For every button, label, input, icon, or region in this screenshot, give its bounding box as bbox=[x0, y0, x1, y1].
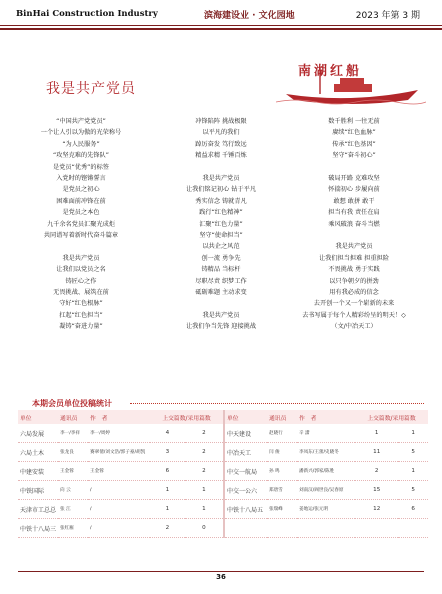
poem-line: 去开创一个又一个崭新的未来 bbox=[313, 300, 395, 308]
poem-line: 无畏挑战、展筑在前 bbox=[53, 289, 109, 297]
poem-line: 让我们以党员之名 bbox=[56, 266, 106, 274]
empty-cell bbox=[297, 519, 355, 538]
poem-stanza-gap bbox=[20, 241, 142, 252]
unit-name: 中天建设 bbox=[224, 424, 267, 443]
poem-stanza-gap bbox=[160, 298, 282, 309]
author-names: 潘新兴/郭家/陈胜 bbox=[297, 462, 355, 481]
author-names: / bbox=[88, 519, 150, 538]
poem-line: 秀实信念 铸就青凡 bbox=[195, 197, 247, 205]
author-names: 赛翠倩/刘文浩/郭子豪/胡凯 bbox=[88, 443, 150, 462]
used-count: 5 bbox=[398, 443, 428, 462]
poem-line: 共同谱写着新时代奋斗篇章 bbox=[43, 232, 119, 240]
issue-number: 2023 年第 3 期 bbox=[355, 11, 420, 21]
poem-line: 破局开路 克难攻坚 bbox=[328, 175, 380, 183]
contact-name: 张龙良 bbox=[58, 443, 88, 462]
author-names: 李一/周婷 bbox=[88, 424, 150, 443]
used-count: 1 bbox=[398, 462, 428, 481]
submitted-count: 11 bbox=[355, 443, 398, 462]
unit-name: 中铁十八局三 bbox=[18, 519, 58, 538]
empty-cell bbox=[398, 519, 428, 538]
poem-line: 砥砺难题 主动求变 bbox=[195, 289, 247, 297]
unit-name: 中建安装 bbox=[18, 462, 58, 481]
poem-line: 一个让人引以为傲的光荣称号 bbox=[40, 129, 122, 137]
poem-line: 我是共产党员 bbox=[335, 243, 373, 251]
table-row bbox=[18, 519, 428, 538]
contribution-table bbox=[18, 410, 428, 538]
poem-line: 困难面前冲锋在前 bbox=[56, 197, 106, 205]
poem-line: 九千余名党员汇聚光成炬 bbox=[46, 220, 116, 228]
submitted-count: 3 bbox=[150, 443, 185, 462]
used-count: 5 bbox=[398, 481, 428, 500]
poem-line: 怀揣初心 步履向前 bbox=[328, 186, 380, 194]
poem-line: 是党员之初心 bbox=[62, 186, 100, 194]
used-count: 6 bbox=[398, 500, 428, 519]
banner-title: 南湖红船 bbox=[298, 64, 363, 79]
poem-line: 尽职尽责 织梦工作 bbox=[195, 277, 247, 285]
poem-line: “为人民服务” bbox=[62, 140, 100, 148]
poem-line: 不畏挑战 勇于实践 bbox=[328, 266, 380, 274]
poem-line: 践行“红色精神” bbox=[199, 209, 243, 217]
poem-line: 是党员之本色 bbox=[62, 209, 100, 217]
poem-line: 是党员“优秀”的标签 bbox=[53, 163, 109, 171]
page-number: 36 bbox=[216, 573, 226, 581]
unit-name: 中铁十八局五 bbox=[224, 500, 267, 519]
poem-line: 踔厉奋发 笃行致远 bbox=[195, 140, 247, 148]
poem-line: 去书写属于每个人精彩纷呈的明天！◇ bbox=[302, 311, 406, 319]
unit-name: 中交一公六 bbox=[224, 481, 267, 500]
author-names: 辛 潇 bbox=[297, 424, 355, 443]
table-title: 本期会员单位投稿统计 bbox=[32, 399, 112, 408]
empty-cell bbox=[224, 519, 267, 538]
poem-line: 敢想 敢拼 敢干 bbox=[333, 197, 375, 205]
poem-line: 冲锋陷阵 挑战极限 bbox=[195, 118, 247, 125]
used-count: 1 bbox=[398, 424, 428, 443]
contact-name: 向 云 bbox=[58, 481, 88, 500]
header-contact: 通讯员 bbox=[58, 410, 88, 424]
table-title-rule bbox=[130, 403, 424, 404]
poem-line: 我是共产党员 bbox=[202, 175, 240, 183]
contact-name: 王金蓉 bbox=[58, 462, 88, 481]
poem-column-3 bbox=[283, 116, 425, 333]
empty-cell bbox=[355, 519, 398, 538]
header-count: 上交篇数/采用篇数 bbox=[150, 410, 224, 424]
poem-line: 让我们争当先锋 迎接挑战 bbox=[185, 323, 257, 331]
table-header-row bbox=[18, 410, 428, 424]
author-names: / bbox=[88, 481, 150, 500]
poem-line: 创一流 勇争先 bbox=[201, 254, 241, 262]
header-contact: 通讯员 bbox=[267, 410, 297, 424]
used-count: 2 bbox=[185, 424, 224, 443]
header-count: 上交篇数/采用篇数 bbox=[355, 410, 428, 424]
contact-name: 赵晓行 bbox=[267, 424, 297, 443]
poem-stanza-gap bbox=[283, 230, 425, 241]
poem-line: 我是共产党员 bbox=[62, 254, 100, 262]
table-row bbox=[18, 443, 428, 462]
poem-author: （文/中冶天工） bbox=[331, 323, 377, 331]
poem-line: 我是共产党员 bbox=[202, 311, 240, 319]
contact-name: 张红雁 bbox=[58, 519, 88, 538]
submitted-count: 1 bbox=[150, 500, 185, 519]
poem-line: 扛起“红色担当” bbox=[59, 311, 103, 319]
poem-line: 坚守“使命担当” bbox=[199, 232, 243, 240]
contact-name: 郑唐雪 bbox=[267, 481, 297, 500]
poem-line: 精益求精 千锤百炼 bbox=[195, 152, 247, 160]
author-names: 王金蓉 bbox=[88, 462, 150, 481]
header-author: 作 者 bbox=[297, 410, 355, 424]
used-count: 0 bbox=[185, 519, 224, 538]
contact-name: 李一/李祥 bbox=[58, 424, 88, 443]
poem-line: 凝铸“奋进力量” bbox=[59, 323, 103, 331]
empty-cell bbox=[267, 519, 297, 538]
poem-line: 让我们担当担难 担重担险 bbox=[318, 254, 390, 262]
poem-line: 坚守“奋斗初心” bbox=[332, 152, 376, 160]
author-names: / bbox=[88, 500, 150, 519]
poem-line: 汇聚“红色力量” bbox=[199, 220, 243, 228]
footer-rule bbox=[18, 571, 424, 572]
used-count: 1 bbox=[185, 481, 224, 500]
page-title: 我是共产党员 bbox=[46, 81, 136, 97]
header-rule bbox=[0, 25, 442, 26]
unit-name: 中交一航局 bbox=[224, 462, 267, 481]
poem-line: 守好“红色根脉” bbox=[59, 300, 103, 308]
poem-line: 让我们铭记初心 钻于平凡 bbox=[185, 186, 257, 194]
poem-line: 铸匠心之作 bbox=[65, 277, 97, 285]
page-header bbox=[0, 0, 442, 30]
contact-name: 张 江 bbox=[58, 500, 88, 519]
header-unit: 单位 bbox=[18, 410, 58, 424]
poem-line: 以平凡的我们 bbox=[202, 129, 240, 137]
poem-line: 入党时的铿锵誓言 bbox=[56, 175, 106, 183]
unit-name: 天津市工总总 bbox=[18, 500, 58, 519]
used-count: 2 bbox=[185, 443, 224, 462]
submitted-count: 15 bbox=[355, 481, 398, 500]
submitted-count: 6 bbox=[150, 462, 185, 481]
table-row bbox=[18, 481, 428, 500]
contact-name: 孙 鸣 bbox=[267, 462, 297, 481]
unit-name: 中冶天工 bbox=[224, 443, 267, 462]
poem-line: 乘风破浪 奋斗当燃 bbox=[328, 220, 380, 228]
poem-stanza-gap bbox=[283, 162, 425, 173]
submitted-count: 1 bbox=[150, 481, 185, 500]
poem-line: “中国共产党党员” bbox=[56, 118, 106, 125]
header-author: 作 者 bbox=[88, 410, 150, 424]
column-name: 滨海建设业 · 文化园地 bbox=[204, 11, 295, 21]
submitted-count: 4 bbox=[150, 424, 185, 443]
author-names: 姜地运/张元明 bbox=[297, 500, 355, 519]
poem-column-1 bbox=[20, 116, 142, 333]
unit-name: 六局土木 bbox=[18, 443, 58, 462]
poem-line: 以共企之风范 bbox=[202, 243, 240, 251]
contact-name: 张瑞峰 bbox=[267, 500, 297, 519]
unit-name: 中铁国际 bbox=[18, 481, 58, 500]
poem-line: 担当有我 责任在肩 bbox=[328, 209, 380, 217]
poem-line: 传承“红色基因” bbox=[332, 140, 376, 148]
poem-line: “攻坚克难的先锋队” bbox=[53, 152, 109, 160]
submitted-count: 1 bbox=[355, 424, 398, 443]
used-count: 2 bbox=[185, 462, 224, 481]
table-row bbox=[18, 500, 428, 519]
author-names: 刘南汉/阎世良/吴春原 bbox=[297, 481, 355, 500]
magazine-name: BinHai Construction Industry bbox=[16, 9, 158, 19]
poem-line: 数千胜利 一往无前 bbox=[328, 118, 380, 125]
poem-column-2 bbox=[160, 116, 282, 333]
header-unit: 单位 bbox=[224, 410, 267, 424]
poem-line: 用有我必成的信念 bbox=[329, 289, 379, 297]
unit-name: 六局发展 bbox=[18, 424, 58, 443]
submitted-count: 2 bbox=[355, 462, 398, 481]
poem-stanza-gap bbox=[160, 162, 282, 173]
table-row bbox=[18, 462, 428, 481]
poem-line: 以只争朝夕的拼劲 bbox=[329, 277, 379, 285]
submitted-count: 2 bbox=[150, 519, 185, 538]
contact-name: 闫 俊 bbox=[267, 443, 297, 462]
author-names: 李凤东/王蕾/史晓冬 bbox=[297, 443, 355, 462]
poem-line: 赓续“红色血脉” bbox=[332, 129, 376, 137]
poem-line: 铸精品 当标杆 bbox=[201, 266, 241, 274]
table-row bbox=[18, 424, 428, 443]
used-count: 1 bbox=[185, 500, 224, 519]
submitted-count: 12 bbox=[355, 500, 398, 519]
